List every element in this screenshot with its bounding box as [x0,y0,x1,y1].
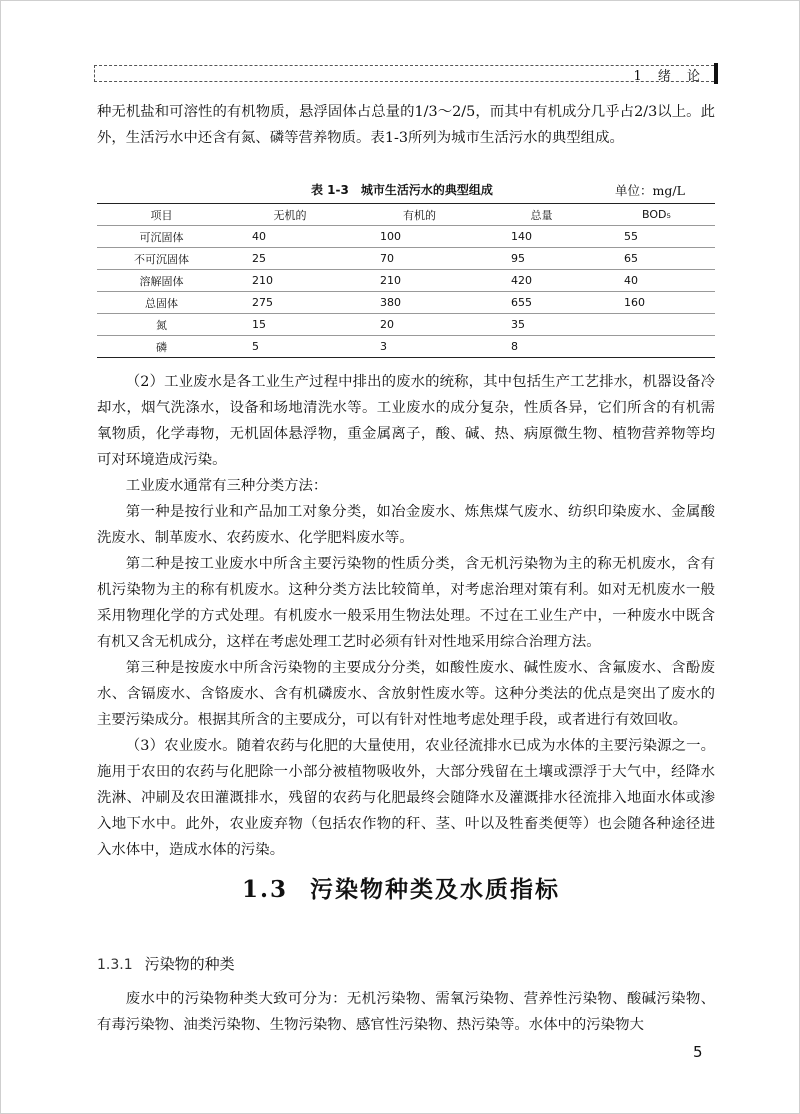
table-row [97,336,715,358]
table-cell [598,314,715,336]
table-cell: 140 [485,226,598,248]
header-cell: 总量 [485,204,598,226]
header-bar [714,63,718,84]
subsection-title: 污染物的种类 [144,955,235,973]
paragraph: （2）工业废水是各工业生产过程中排出的废水的统称，其中包括生产工艺排水，机器设备冷却水，烟气洗涤水，设备和场地清洗水等。工业废水的成分复杂，性质各异，它们所含的有机需氧物质，化学毒物，无机固体悬浮物，重金属离子，酸、碱、热、病原微生物、植物营养物等均可对环境造成污染。 [97,374,715,468]
table-cell: 40 [598,270,715,292]
table-cell: 160 [598,292,715,314]
table-cell: 100 [354,226,485,248]
row-label: 总固体 [97,292,226,314]
table-row [97,314,715,336]
table-cell: 55 [598,226,715,248]
table-title-row [97,179,715,199]
page-number: 5 [693,1043,703,1061]
table-cell: 3 [354,336,485,358]
table-cell: 275 [226,292,354,314]
intro-paragraph: 种无机盐和可溶性的有机物质，悬浮固体占总量的1/3～2/5，而其中有机成分几乎占2/3以上。此外，生活污水中还含有氮、磷等营养物质。表1-3所列为城市生活污水的典型组成。 [97,104,715,146]
paragraph: 第三种是按废水中所含污染物的主要成分分类，如酸性废水、碱性废水、含氟废水、含酚废水、含镉废水、含铬废水、含有机磷废水、含放射性废水等。这种分类法的优点是突出了废水的主要污染成分。根据其所含的主要成分，可以有针对性地考虑处理手段，或者进行有效回收。 [97,660,715,728]
paragraph: 工业废水通常有三种分类方法： [125,478,328,494]
composition-table [97,203,715,358]
table-cell: 210 [354,270,485,292]
table-cell: 5 [226,336,354,358]
row-label: 可沉固体 [97,226,226,248]
table-caption: 表 1-3 城市生活污水的典型组成 [311,183,493,197]
table-row [97,248,715,270]
table-cell: 20 [354,314,485,336]
header-cell: BOD₅ [598,204,715,226]
header-cell: 有机的 [354,204,485,226]
table-cell: 15 [226,314,354,336]
table-cell [598,336,715,358]
table-row [97,226,715,248]
header-cell: 无机的 [226,204,354,226]
paragraph: 第二种是按工业废水中所含主要污染物的性质分类，含无机污染物为主的称无机废水，含有机污染物为主的称有机废水。这种分类方法比较简单，对考虑治理对策有利。如对无机废水一般采用物理化学的方式处理。有机废水一般采用生物法处理。不过在工业生产中，一种废水中既含有机又含无机成分，这样在考虑处理工艺时必须有针对性地采用综合治理方法。 [97,556,715,650]
table-unit: 单位：mg/L [615,183,685,198]
paragraph: （3）农业废水。随着农药与化肥的大量使用，农业径流排水已成为水体的主要污染源之一。施用于农田的农药与化肥除一小部分被植物吸收外，大部分残留在土壤或漂浮于大气中，经降水洗淋、冲刷及农田灌溉排水，残留的农药与化肥最终会随降水及灌溉排水径流排入地面水体或渗入地下水中。此外，农业废弃物（包括农作物的秆、茎、叶以及牲畜类便等）也会随各种途径进入水体中，造成水体的污染。 [97,738,715,858]
table-cell: 40 [226,226,354,248]
industrial-section [97,369,715,863]
table-header-row [97,204,715,226]
table-row [97,270,715,292]
subsection-heading [97,953,235,974]
running-header [94,65,714,82]
header-cell: 项目 [97,204,226,226]
subsection-number: 1.3.1 [97,957,133,973]
section-heading [1,871,800,904]
section-number: 1.3 [241,876,288,903]
intro-block [97,99,715,151]
paragraph: 废水中的污染物种类大致可分为：无机污染物、需氧污染物、营养性污染物、酸碱污染物、有毒污染物、油类污染物、生物污染物、感官性污染物、热污染等。水体中的污染物大 [97,991,715,1033]
table-cell: 8 [485,336,598,358]
table-cell: 70 [354,248,485,270]
table-cell: 210 [226,270,354,292]
section-title: 污染物种类及水质指标 [310,876,560,903]
table-row [97,292,715,314]
table-cell: 95 [485,248,598,270]
row-label: 不可沉固体 [97,248,226,270]
row-label: 氮 [97,314,226,336]
table-cell: 65 [598,248,715,270]
pollutant-block [97,986,715,1038]
row-label: 磷 [97,336,226,358]
table-cell: 380 [354,292,485,314]
table-cell: 35 [485,314,598,336]
row-label: 溶解固体 [97,270,226,292]
table-cell: 420 [485,270,598,292]
paragraph: 第一种是按行业和产品加工对象分类，如冶金废水、炼焦煤气废水、纺织印染废水、金属酸洗废水、制革废水、农药废水、化学肥料废水等。 [97,504,715,546]
table-cell: 655 [485,292,598,314]
chapter-title: 1 绪 论 [633,69,706,84]
table-cell: 25 [226,248,354,270]
